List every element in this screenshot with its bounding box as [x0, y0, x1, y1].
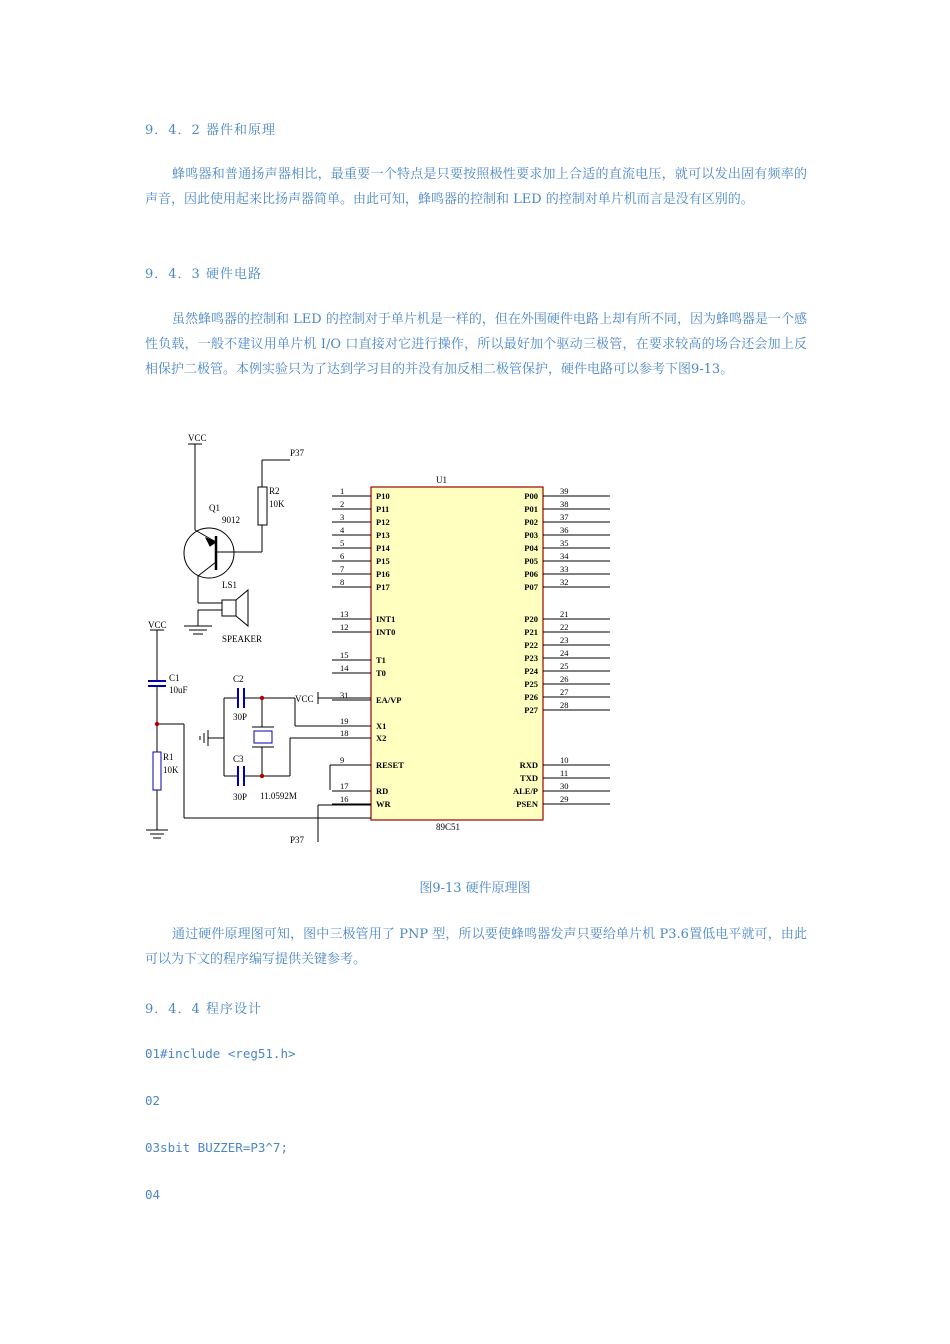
- pin-label: P04: [524, 543, 538, 553]
- pin-label: T1: [376, 655, 386, 665]
- pin-label: P17: [376, 582, 390, 592]
- pin-number: 31: [340, 690, 349, 700]
- pin-label: ALE/P: [512, 786, 538, 796]
- chip-body: [371, 487, 543, 820]
- pin-label: TXD: [520, 773, 538, 783]
- pin-label: P16: [376, 569, 390, 579]
- pin-label: P26: [524, 692, 538, 702]
- pin-number: 19: [340, 716, 349, 726]
- pin-number: 29: [560, 794, 569, 804]
- pin-number: 34: [560, 551, 569, 561]
- pin-number: 13: [340, 609, 349, 619]
- pin-number: 15: [340, 650, 349, 660]
- label-q1: Q1: [209, 503, 220, 513]
- pin-label: RESET: [376, 760, 404, 770]
- pin-number: 3: [340, 512, 345, 522]
- pin-number: 18: [340, 728, 349, 738]
- label-q1-value: 9012: [222, 515, 240, 525]
- pin-label: P03: [524, 530, 538, 540]
- code-line: 02: [145, 1093, 161, 1108]
- pin-number: 30: [560, 781, 569, 791]
- pin-label: P01: [524, 504, 538, 514]
- pin-label: WR: [376, 799, 391, 809]
- pin-label: P22: [524, 640, 538, 650]
- label-c1-value: 10uF: [169, 685, 188, 695]
- pin-label: P02: [524, 517, 538, 527]
- label-r1: R1: [163, 752, 174, 762]
- pin-number: 17: [340, 781, 349, 791]
- resistor-r2: [258, 487, 267, 525]
- pin-label: INT0: [376, 627, 396, 637]
- pin-label: P11: [376, 504, 390, 514]
- pin-label: RXD: [519, 760, 538, 770]
- pin-number: 24: [560, 648, 569, 658]
- pin-number: 23: [560, 635, 569, 645]
- pin-label: T0: [376, 668, 386, 678]
- figure-caption: 图9-13 硬件原理图: [419, 881, 531, 896]
- pin-number: 5: [340, 538, 345, 548]
- section-heading-943: 9．4．3 硬件电路: [145, 267, 262, 282]
- pin-label: P06: [524, 569, 538, 579]
- pin-number: 11: [560, 768, 569, 778]
- label-c1: C1: [169, 673, 180, 683]
- pin-number: 32: [560, 577, 569, 587]
- code-line: 04: [145, 1187, 161, 1202]
- pin-number: 22: [560, 622, 569, 632]
- paragraph-principle: 蜂鸣器和普通扬声器相比，最重要一个特点是只要按照极性要求加上合适的直流电压，就可以发出固有频率的声音，因此使用起来比扬声器简单。由此可知，蜂鸣器的控制和 LED 的控制对单片机而言是没有区别的。: [145, 167, 807, 207]
- section-heading-942: 9．4．2 器件和原理: [145, 123, 276, 138]
- pin-label: P25: [524, 679, 538, 689]
- paragraph-conclusion: 通过硬件原理图可知，图中三极管用了 PNP 型，所以要使蜂鸣器发声只要给单片机 P3.6置低电平就可，由此可以为下文的程序编写提供关键参考。: [145, 927, 807, 967]
- pin-number: 16: [340, 794, 349, 804]
- pin-number: 39: [560, 486, 569, 496]
- paragraph-hardware: 虽然蜂鸣器的控制和 LED 的控制对于单片机是一样的，但在外围硬件电路上却有所不同，因为蜂鸣器是一个感性负载，一般不建议用单片机 I/O 口直接对它进行操作，所以最好加个驱动三极管，在要求较高的场合还会加上反相保护二极管。本例实验只为了达到学习目的并没有加反相二极管保护，硬件电路可以参考下图9-13。: [145, 312, 807, 377]
- pin-label: P12: [376, 517, 390, 527]
- pin-number: 10: [560, 755, 569, 765]
- pin-label: X2: [376, 733, 387, 743]
- pin-number: 28: [560, 700, 569, 710]
- pin-number: 26: [560, 674, 569, 684]
- pin-label: P07: [524, 582, 538, 592]
- pin-number: 2: [340, 499, 345, 509]
- label-p37-bottom: P37: [290, 835, 305, 845]
- pin-number: 4: [340, 525, 345, 535]
- pin-label: P14: [376, 543, 390, 553]
- label-vcc-left: VCC: [148, 620, 167, 630]
- crystal-symbol: [254, 731, 272, 743]
- pin-number: 6: [340, 551, 345, 561]
- pin-label: P10: [376, 491, 390, 501]
- label-r2: R2: [269, 486, 280, 496]
- pin-label: EA/VP: [376, 695, 402, 705]
- pin-number: 14: [340, 663, 349, 673]
- pin-label: P15: [376, 556, 390, 566]
- label-ls1: LS1: [222, 580, 238, 590]
- label-chip-name: U1: [436, 475, 447, 485]
- pin-label: RD: [376, 786, 389, 796]
- pin-label: P27: [524, 705, 538, 715]
- label-p37-top: P37: [290, 448, 305, 458]
- pin-label: P23: [524, 653, 538, 663]
- label-r2-value: 10K: [269, 499, 285, 509]
- pin-label: P05: [524, 556, 538, 566]
- code-line: 03sbit BUZZER=P3^7;: [145, 1140, 288, 1155]
- pin-number: 8: [340, 577, 345, 587]
- pin-number: 35: [560, 538, 569, 548]
- pin-number: 12: [340, 622, 349, 632]
- label-c2: C2: [233, 674, 244, 684]
- label-c2-value: 30P: [233, 712, 248, 722]
- pin-label: P00: [524, 491, 538, 501]
- label-r1-value: 10K: [163, 765, 179, 775]
- pin-number: 33: [560, 564, 569, 574]
- pin-label: INT1: [376, 614, 396, 624]
- pin-label: P21: [524, 627, 538, 637]
- pin-label: P13: [376, 530, 390, 540]
- circuit-schematic: [140, 430, 620, 850]
- resistor-r1: [153, 752, 161, 790]
- label-c3-value: 30P: [233, 792, 248, 802]
- pin-number: 25: [560, 661, 569, 671]
- pin-label: P20: [524, 614, 538, 624]
- pin-label: X1: [376, 721, 387, 731]
- pin-number: 21: [560, 609, 569, 619]
- pin-number: 9: [340, 755, 345, 765]
- label-chip-part: 89C51: [436, 822, 461, 832]
- pin-number: 27: [560, 687, 569, 697]
- label-vcc-top: VCC: [188, 433, 207, 443]
- pin-label: PSEN: [516, 799, 538, 809]
- pin-number: 1: [340, 486, 345, 496]
- pin-number: 38: [560, 499, 569, 509]
- section-heading-944: 9．4．4 程序设计: [145, 1002, 262, 1017]
- pin-number: 37: [560, 512, 569, 522]
- transistor-symbol: [184, 528, 234, 578]
- pin-number: 36: [560, 525, 569, 535]
- label-c3: C3: [233, 754, 244, 764]
- label-speaker: SPEAKER: [222, 634, 263, 644]
- chip-right-pins: [513, 486, 610, 809]
- label-crystal: 11.0592M: [260, 791, 297, 801]
- label-vcc-ea: VCC: [295, 694, 314, 704]
- speaker-symbol: [222, 600, 236, 616]
- code-line: 01#include <reg51.h>: [145, 1046, 296, 1061]
- pin-number: 7: [340, 564, 345, 574]
- pin-label: P24: [524, 666, 538, 676]
